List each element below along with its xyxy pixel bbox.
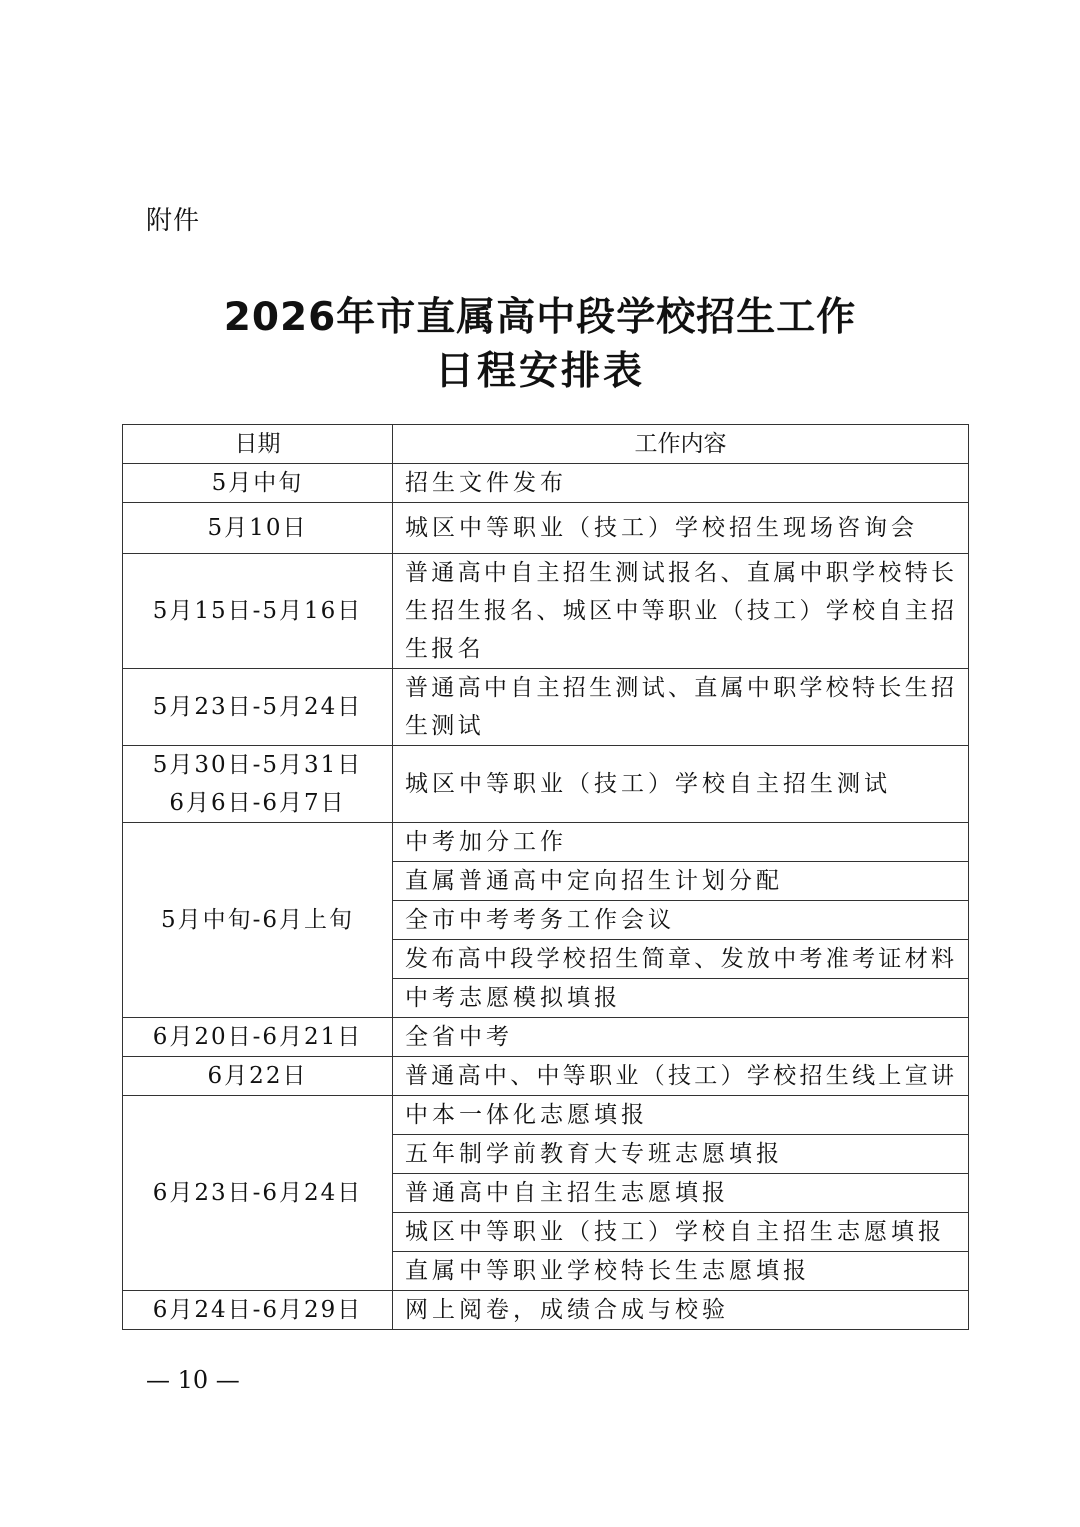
- row-content: 城区中等职业（技工）学校自主招生志愿填报: [393, 1213, 969, 1252]
- row-date: 5月中旬-6月上旬: [123, 823, 393, 1018]
- attachment-label: 附件: [146, 206, 201, 236]
- table-row: [123, 464, 969, 503]
- row-content: 普通高中自主招生测试报名、直属中职学校特长生招生报名、城区中等职业（技工）学校自主招生报名: [393, 554, 969, 669]
- table-row: [123, 503, 969, 554]
- schedule-table: [122, 424, 969, 1330]
- row-date-line1: 5月30日-5月31日: [152, 752, 363, 778]
- table-row: [123, 1057, 969, 1096]
- row-content: 中考志愿模拟填报: [393, 979, 969, 1018]
- row-content: 五年制学前教育大专班志愿填报: [393, 1135, 969, 1174]
- table-header-row: [123, 425, 969, 464]
- row-date: 6月20日-6月21日: [123, 1018, 393, 1057]
- page-title: 2026年市直属高中段学校招生工作: [223, 295, 857, 340]
- row-content: 直属普通高中定向招生计划分配: [393, 862, 969, 901]
- row-content: 城区中等职业（技工）学校自主招生测试: [393, 746, 969, 823]
- row-content: 直属中等职业学校特长生志愿填报: [393, 1252, 969, 1291]
- row-date: 6月22日: [123, 1057, 393, 1096]
- row-content: 城区中等职业（技工）学校招生现场咨询会: [393, 503, 969, 554]
- row-content: 普通高中自主招生志愿填报: [393, 1174, 969, 1213]
- table-row: [123, 669, 969, 746]
- row-content: 发布高中段学校招生简章、发放中考准考证材料: [393, 940, 969, 979]
- page-subtitle: 日程安排表: [434, 349, 645, 394]
- row-content: 普通高中自主招生测试、直属中职学校特长生招生测试: [393, 669, 969, 746]
- row-date: 5月15日-5月16日: [123, 554, 393, 669]
- table-row: [123, 1018, 969, 1057]
- row-content: 招生文件发布: [393, 464, 969, 503]
- table-row: [123, 554, 969, 669]
- table-row: [123, 1291, 969, 1330]
- row-date: [123, 746, 393, 823]
- row-content: 网上阅卷，成绩合成与校验: [393, 1291, 969, 1330]
- table-row: [123, 1096, 969, 1135]
- header-date: 日期: [123, 425, 393, 464]
- table-row: [123, 746, 969, 823]
- row-date: 5月23日-5月24日: [123, 669, 393, 746]
- header-content: 工作内容: [393, 425, 969, 464]
- row-content: 普通高中、中等职业（技工）学校招生线上宣讲: [393, 1057, 969, 1096]
- row-content: 中本一体化志愿填报: [393, 1096, 969, 1135]
- page-number: — 10 —: [146, 1366, 240, 1394]
- row-content: 全市中考考务工作会议: [393, 901, 969, 940]
- row-date: 5月中旬: [123, 464, 393, 503]
- row-date: 6月23日-6月24日: [123, 1096, 393, 1291]
- row-content: 中考加分工作: [393, 823, 969, 862]
- row-date: 5月10日: [123, 503, 393, 554]
- table-row: [123, 823, 969, 862]
- row-content: 全省中考: [393, 1018, 969, 1057]
- row-date-line2: 6月6日-6月7日: [169, 790, 346, 816]
- row-date: 6月24日-6月29日: [123, 1291, 393, 1330]
